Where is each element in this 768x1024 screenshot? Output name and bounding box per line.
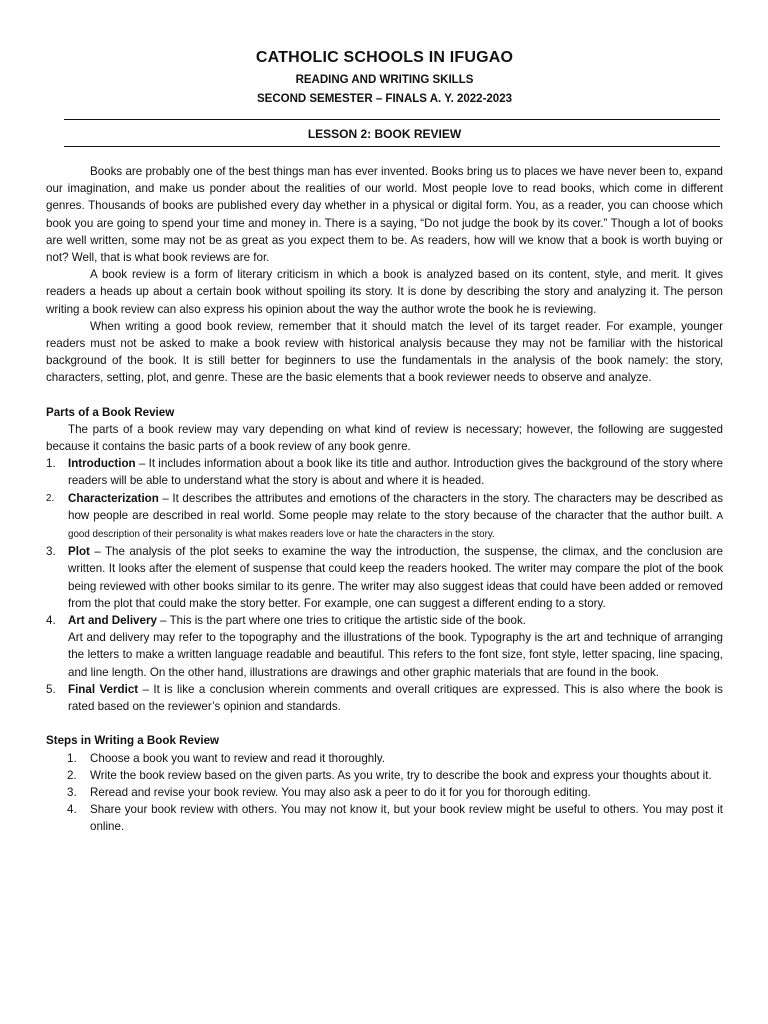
- part-term: Plot: [68, 545, 90, 559]
- list-item: [46, 612, 723, 681]
- step-text: Write the book review based on the given parts. As you write, try to describe the book and express your thoughts about it.: [90, 768, 712, 782]
- parts-heading: Parts of a Book Review: [46, 405, 175, 419]
- list-number: 1.: [46, 457, 56, 471]
- list-number: 3.: [46, 545, 56, 559]
- list-item: [46, 784, 723, 801]
- part-text: – This is the part where one tries to critique the artistic side of the book.: [156, 614, 526, 628]
- divider-bottom: [64, 146, 720, 147]
- document-body: [46, 163, 723, 836]
- list-item: [46, 767, 723, 784]
- list-number: 4.: [67, 803, 77, 817]
- steps-heading: Steps in Writing a Book Review: [46, 734, 220, 748]
- list-item: [46, 681, 723, 715]
- part-term: Art and Delivery: [68, 614, 157, 628]
- parts-lead: The parts of a book review may vary depending on what kind of review is necessary; however, the following are suggested because it contains the basic parts of a book review of any book genre.: [46, 422, 723, 454]
- part-term: Introduction: [68, 457, 136, 471]
- subject-title: READING AND WRITING SKILLS: [295, 74, 474, 86]
- list-number: 5.: [46, 682, 56, 696]
- lesson-title: LESSON 2: BOOK REVIEW: [307, 127, 462, 141]
- part-extra: Art and delivery may refer to the topography and the illustrations of the book. Typography is the art and technique of arranging the letters to make a written language readable and beautiful. This refers to the font size, font style, letter spacing, line spacing, and line length. On the other hand, illustrations are drawings and other graphic materials that are found in the book.: [68, 631, 723, 679]
- list-item: [46, 750, 723, 767]
- semester-title: SECOND SEMESTER – FINALS A. Y. 2022-2023: [256, 93, 512, 105]
- list-item: [46, 490, 723, 544]
- list-item: [46, 543, 723, 612]
- part-text: – The analysis of the plot seeks to examine the way the introduction, the suspense, the climax, and the conclusion are written. It looks after the element of suspense that could keep the readers hooked. The writer may compare the plot of the book being reviewed with other books similar to its genre. The writer may also suggest ideas that could have been added or removed from the plot that could make the story better. For example, one can suggest a different ending to a story.: [68, 545, 723, 610]
- part-text-small: A good description of their personality is what makes readers love or hate the characters in the story.: [68, 510, 723, 541]
- step-text: Share your book review with others. You may not know it, but your book review might be useful to others. You may post it online.: [90, 803, 723, 834]
- part-text: – It includes information about a book like its title and author. Introduction gives the background of the story where readers will be able to understand what the story is about and where it is headed.: [68, 457, 723, 488]
- part-text: – It describes the attributes and emotions of the characters in the story. The characters may be described as how people are described in real world. Some people may relate to the story because of the character that the author built.: [68, 491, 723, 522]
- intro-paragraph-1: Books are probably one of the best things man has ever invented. Books bring us to places we have never been to, expand our imagination, and make us ponder about the realities of our world. Most people love to read books, which come in different genres. Thousands of books are published every day whether in a physical or digital form. You, as a reader, you can choose which book you are going to spend your time and money in. There is a saying, “Do not judge the book by its cover.” Though a lot of books are well written, some may not be as great as you expect them to be. As readers, how will we know that a book is worth buying or not? Well, that is what book reviews are for.: [46, 165, 723, 265]
- list-item: [46, 455, 723, 489]
- intro-paragraph-2: A book review is a form of literary criticism in which a book is analyzed based on its content, style, and merit. It gives readers a heads up about a certain book without spoiling its story. It is done by describing the story and analyzing it. The person writing a book review can also express his opinion about the way the author wrote the book he is reviewing.: [46, 268, 723, 316]
- step-text: Reread and revise your book review. You may also ask a peer to do it for you for thorough editing.: [90, 785, 591, 799]
- list-number: 2.: [67, 768, 77, 782]
- list-number: 4.: [46, 614, 56, 628]
- steps-list: [46, 750, 723, 836]
- part-term: Characterization: [68, 491, 159, 505]
- parts-list: [46, 455, 723, 715]
- list-number: 2.: [46, 492, 55, 504]
- intro-paragraph-3: When writing a good book review, remember that it should match the level of its target reader. For example, younger readers must not be asked to make a book review with historical analysis because they may not be familiar with the historical background of the book. It is still better for beginners to use the fundamentals in the analysis of the book namely: the story, characters, setting, plot, and genre. These are the basic elements that a book reviewer needs to observe and analyze.: [46, 319, 723, 385]
- list-number: 3.: [67, 785, 77, 799]
- part-term: Final Verdict: [68, 682, 139, 696]
- list-item: [46, 801, 723, 835]
- step-text: Choose a book you want to review and read it thoroughly.: [90, 751, 385, 765]
- school-title: CATHOLIC SCHOOLS IN IFUGAO: [255, 49, 514, 66]
- part-text: – It is like a conclusion wherein comments and overall critiques are expressed. This is also where the book is rated based on the reviewer’s opinion and standards.: [68, 682, 723, 714]
- divider-top: [64, 119, 720, 120]
- list-number: 1.: [67, 751, 77, 765]
